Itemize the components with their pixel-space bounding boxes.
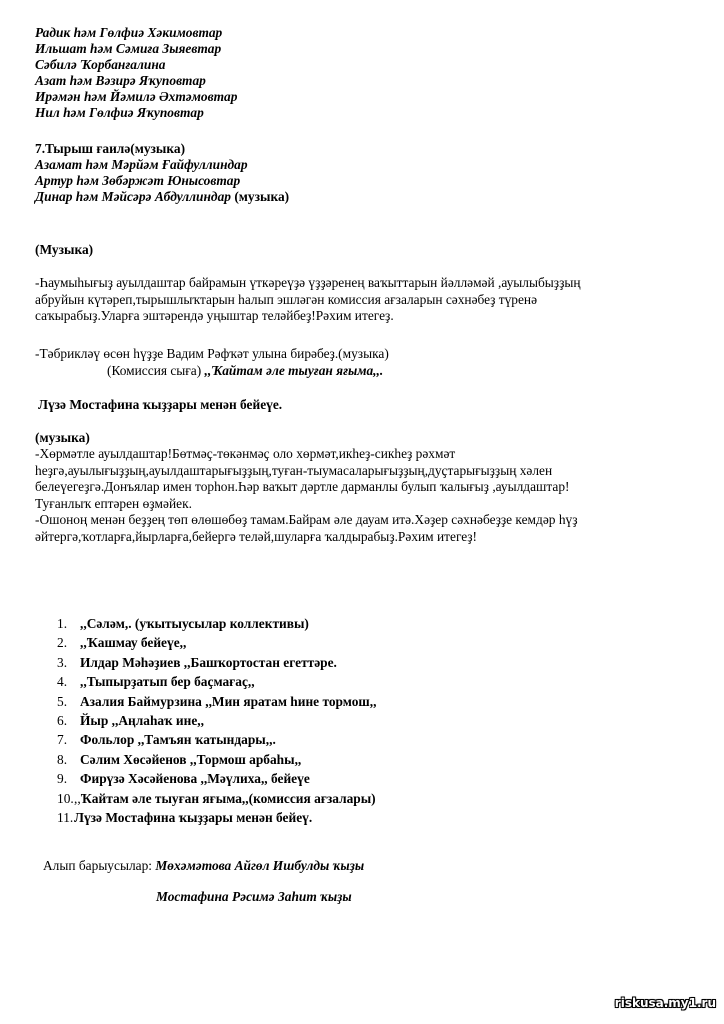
list-number: 9.: [57, 771, 68, 787]
family-name: Нил һәм Гөлфиә Яҡуповтар: [35, 105, 204, 120]
paragraph-line: [35, 363, 389, 380]
host-name: Мөхәмәтова Айгөл Ишбулды ҡыҙы: [155, 858, 365, 873]
paragraph-line: -Хөрмәтле ауылдаштар!Бөтмәҫ-төкәнмәҫ оло хөрмәт,икһеҙ-сикһеҙ рәхмәт: [35, 446, 456, 461]
paragraph-line: белеүегеҙгә.Донъялар имен торһон.Һәр ваҡыт дәртле дарманлы булып ҡалығыҙ ,ауылдаштар!: [35, 479, 570, 494]
list-text-prefix: ,,: [74, 790, 81, 806]
paragraph-line: әйтергә,ҡотларға,йырларға,бейергә теләй,шуларға ҡалдырабыҙ.Рәхим итегеҙ!: [35, 528, 477, 544]
family-name: Ирәмән һәм Йәмилә Әхтәмовтар: [35, 89, 238, 104]
paragraph-line: -Һаумыһығыҙ ауылдаштар байрамын үткәреүҙә үҙҙәренең ваҡыттарын йәлләмәй ,ауылыбыҙҙың: [35, 275, 581, 290]
list-text: Йыр ,,Аңлаһаҡ ине,,: [80, 712, 204, 728]
list-number: 7.: [57, 732, 68, 748]
paragraph-line: һеҙгә,ауылығыҙҙың,ауылдаштарығыҙҙың,туған-тыумасаларығыҙҙың,дуҫтарығыҙҙың хәлен: [35, 462, 553, 478]
list-text: Лүзә Мостафина ҡыҙҙары менән бейеү.: [74, 809, 313, 825]
music-note: (музыка): [234, 189, 290, 204]
list-number: 2.: [57, 635, 68, 651]
list-text: Илдар Мәһәҙиев ,,Башҡортостан егеттәре.: [80, 654, 337, 670]
song-title: ,,Ҡайтам әле тыуған яғыма,,.: [204, 362, 384, 378]
hosts-line: [43, 858, 364, 874]
paragraph-line: Туғанлыҡ ептәрен өҙмәйек.: [35, 495, 192, 511]
list-text: Ҡайтам әле тыуған яғыма,,(комиссия ағзалары): [80, 790, 376, 806]
host-name: Мостафина Рәсимә Заһит ҡыҙы: [156, 889, 352, 904]
list-number: 6.: [57, 712, 68, 728]
list-number: 5.: [57, 693, 68, 709]
list-text: Фольлор ,,Тамъян ҡатындары,,.: [80, 732, 276, 748]
paragraph-commission-intro: [35, 275, 581, 325]
list-number: 8.: [57, 751, 68, 767]
section-heading: 7.Тырыш ғаилә(музыка): [35, 141, 186, 156]
music-heading: (музыка): [35, 430, 90, 445]
list-number: 1.: [57, 616, 68, 631]
list-number: 3.: [57, 654, 68, 670]
list-number: 11.: [57, 809, 74, 825]
family-name: Динар һәм Мәйсәрә Абдуллиндар: [35, 189, 235, 204]
family-name: Радик һәм Гөлфиә Хәкимовтар: [35, 25, 223, 40]
dance-heading: Лүзә Мостафина ҡыҙҙары менән бейеүе.: [38, 397, 283, 412]
paragraph-line: саҡырабыҙ.Уларға эштәрендә уңыштар теләйбеҙ!Рәхим итегеҙ.: [35, 308, 394, 323]
paragraph-line: абруйын күтәреп,тырышлыҡтарын һалып эшләгән комиссия ағзаларын сәхнәбеҙ түренә: [35, 291, 538, 307]
hosts-label: Алып барыусылар:: [43, 858, 156, 873]
paragraph-line: -Тәбрикләү өсөн һүҙҙе Вадим Рәфҡәт улына бирәбеҙ.(музыка): [35, 346, 389, 361]
watermark: riskusa.my1.ru: [614, 996, 716, 1010]
list-number: 10.: [57, 790, 74, 806]
stage-direction: (Комиссия сыға): [107, 362, 205, 378]
list-text: Азалия Баймурзина ,,Мин яратам һине тормош,,: [80, 693, 377, 709]
paragraph-thanks: [35, 446, 578, 545]
family-name: Сәбилә Ҡорбанғалина: [35, 57, 166, 72]
list-text: ,,Сәләм,. (уҡытыусылар коллективы): [80, 616, 309, 631]
family-name: Азат һәм Вәзирә Яҡуповтар: [35, 73, 206, 88]
list-number: 4.: [57, 674, 68, 690]
family-name-with-music: [35, 189, 289, 205]
family-name: Ильшат һәм Сәмиға Зыяевтар: [35, 41, 222, 56]
music-heading: (Музыка): [35, 242, 94, 257]
list-text: ,,Ҡашмау бейеүе,,: [80, 635, 187, 651]
list-text: Фирүзә Хәсәйенова ,,Мәүлиха,, бейеүе: [80, 771, 310, 787]
family-name: Артур һәм Зөбәржәт Юнысовтар: [35, 173, 241, 188]
list-text: Сәлим Хөсәйенов ,,Тормош арбаһы,,: [80, 751, 302, 767]
paragraph-line: -Ошоноң менән беҙҙең төп өлөшөбөҙ тамам.Байрам әле дауам итә.Хәҙер сәхнәбеҙҙе кемдәр һүҙ: [35, 512, 578, 527]
paragraph-congratulation: [35, 346, 389, 379]
list-text: ,,Тыпырҙатып бер баҫмағаҫ,,: [80, 674, 255, 690]
family-name: Азамат һәм Мәрйәм Ғайфуллиндар: [35, 157, 248, 172]
